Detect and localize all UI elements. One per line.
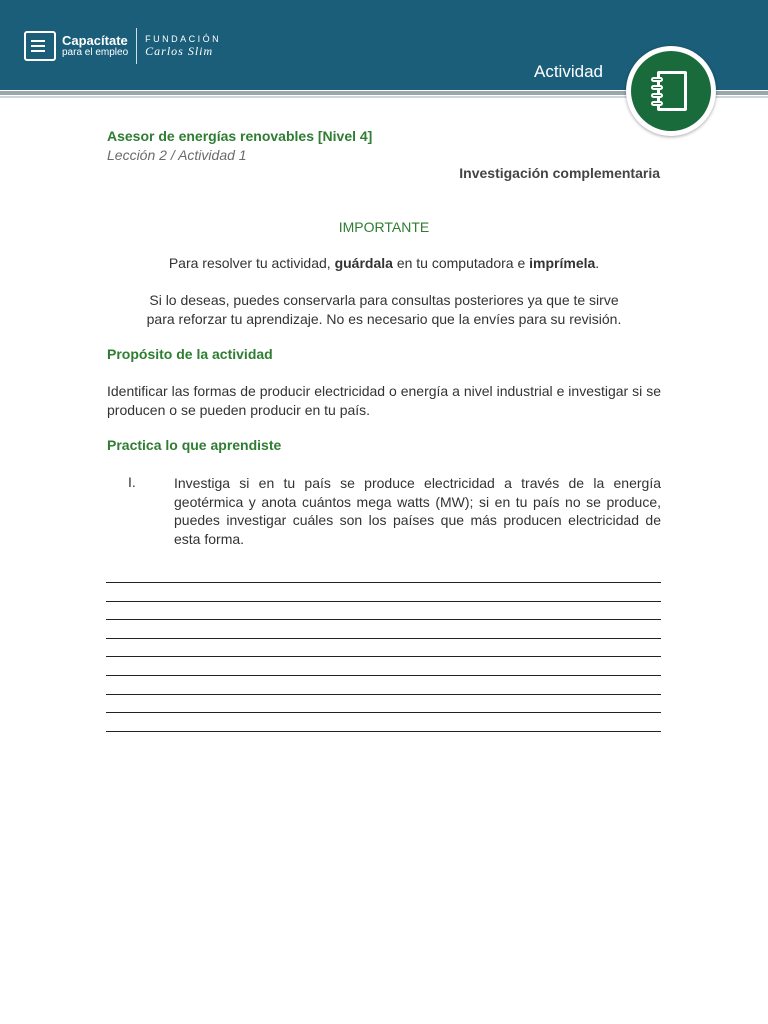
item-text: Investiga si en tu país se produce electricidad a través de la energía geotérmica y anota cuántos mega watts (MW); si en tu país no se produce, puedes investigar cuáles son los países que más producen electricidad de esta forma. [174,475,661,547]
keep-note-line: Si lo deseas, puedes conservarla para consultas posteriores ya que te sirve [149,292,619,308]
practice-heading: Practica lo que aprendiste [107,437,282,453]
instruction-part: en tu computadora e [392,255,530,271]
activity-badge [626,46,716,136]
instruction-part: Para resolver tu actividad, [168,255,335,271]
foundation-line1: FUNDACIÓN [145,34,222,44]
brand-line2: para el empleo [62,47,129,58]
important-heading: IMPORTANTE [338,219,430,235]
checklist-icon [24,31,56,61]
answer-line [106,619,661,620]
logo [24,28,221,64]
instruction-part: . [595,255,600,271]
course-title: Asesor de energías renovables [Nivel 4] [107,128,373,144]
answer-line [106,731,661,732]
answer-line [106,694,661,695]
purpose-heading: Propósito de la actividad [107,346,273,362]
answer-line [106,638,661,639]
keep-note [107,291,661,329]
notebook-icon [651,71,689,113]
item-number: I. [128,474,136,490]
foundation-line2: Carlos Slim [145,44,214,58]
logo-divider [136,28,137,64]
purpose-text: Identificar las formas de producir electricidad o energía a nivel industrial e investigar si se producen o se pueden producir en tu país. [107,383,661,418]
answer-lines [106,582,661,749]
answer-line [106,656,661,657]
activity-subtitle: Investigación complementaria [459,165,660,181]
brand-line1: Capacítate [62,33,128,48]
foundation-name [145,34,221,58]
instruction-bold-print: imprímela [529,255,596,271]
lesson-label: Lección 2 / Actividad 1 [107,147,247,163]
answer-line [106,675,661,676]
brand-name [62,34,128,58]
instruction-bold-save: guárdala [334,255,393,271]
badge-circle [631,51,711,131]
instruction-text [107,255,661,271]
answer-line [106,712,661,713]
keep-note-line: para reforzar tu aprendizaje. No es necesario que la envíes para su revisión. [146,311,622,327]
answer-line [106,582,661,583]
header-title: Actividad [534,62,603,81]
answer-line [106,601,661,602]
